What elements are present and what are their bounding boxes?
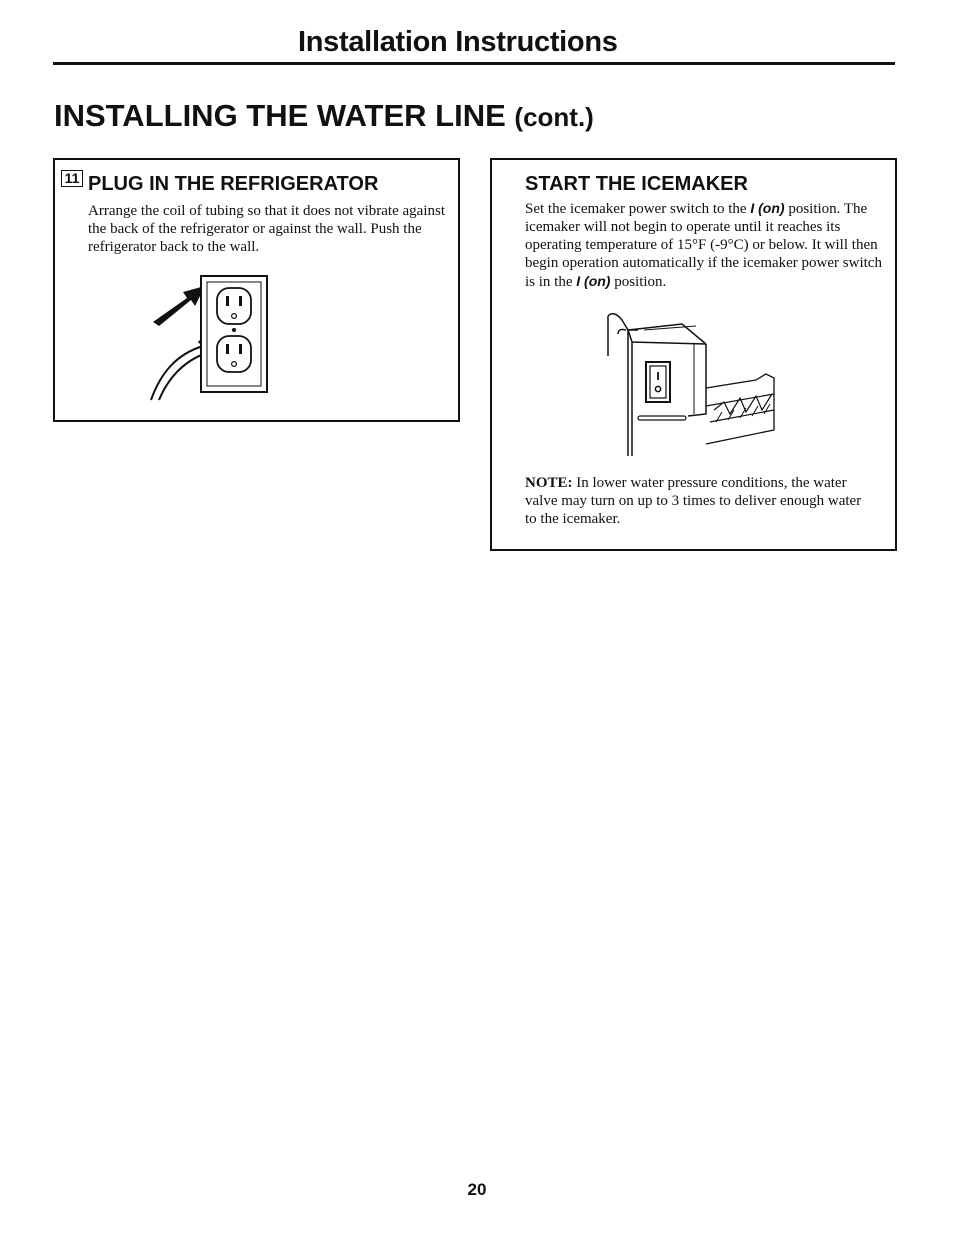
on-position-label: I (on) — [576, 273, 611, 289]
icemaker-step-box — [490, 158, 897, 551]
step-number-badge: 11 — [61, 170, 83, 187]
section-title-main: INSTALLING THE WATER LINE — [54, 98, 506, 133]
header-title: Installation Instructions — [298, 26, 618, 58]
note-label: NOTE: — [525, 475, 573, 491]
plug-in-instructions: Arrange the coil of tubing so that it does not vibrate against the back of the refrigerator or against the wall. Push the refrigerator back to the wall. — [88, 203, 445, 255]
icemaker-text-part3: position. — [610, 274, 667, 290]
icemaker-text-part2: position. The icemaker will not begin to operate until it reaches its operating temperature of 15°F (-9°C) or below. It will then begin operation automatically if the icemaker power switch is in the — [525, 201, 882, 290]
icemaker-text-part1: Set the icemaker power switch to the — [525, 201, 751, 217]
page-number: 20 — [467, 1180, 487, 1199]
section-title-suffix: (cont.) — [514, 102, 594, 132]
section-title — [54, 96, 594, 137]
plug-in-step-box — [53, 158, 460, 422]
icemaker-heading: START THE ICEMAKER — [525, 173, 748, 195]
note-text: In lower water pressure conditions, the water valve may turn on up to 3 times to deliver enough water to the icemaker. — [525, 475, 862, 527]
water-pressure-note — [525, 474, 865, 528]
icemaker-power-switch-illustration — [604, 310, 784, 456]
on-position-label: I (on) — [750, 200, 785, 216]
header-rule — [53, 62, 895, 65]
plug-in-heading: PLUG IN THE REFRIGERATOR — [88, 173, 379, 195]
icemaker-instructions — [525, 199, 890, 291]
wall-outlet-plug-illustration — [147, 272, 317, 402]
